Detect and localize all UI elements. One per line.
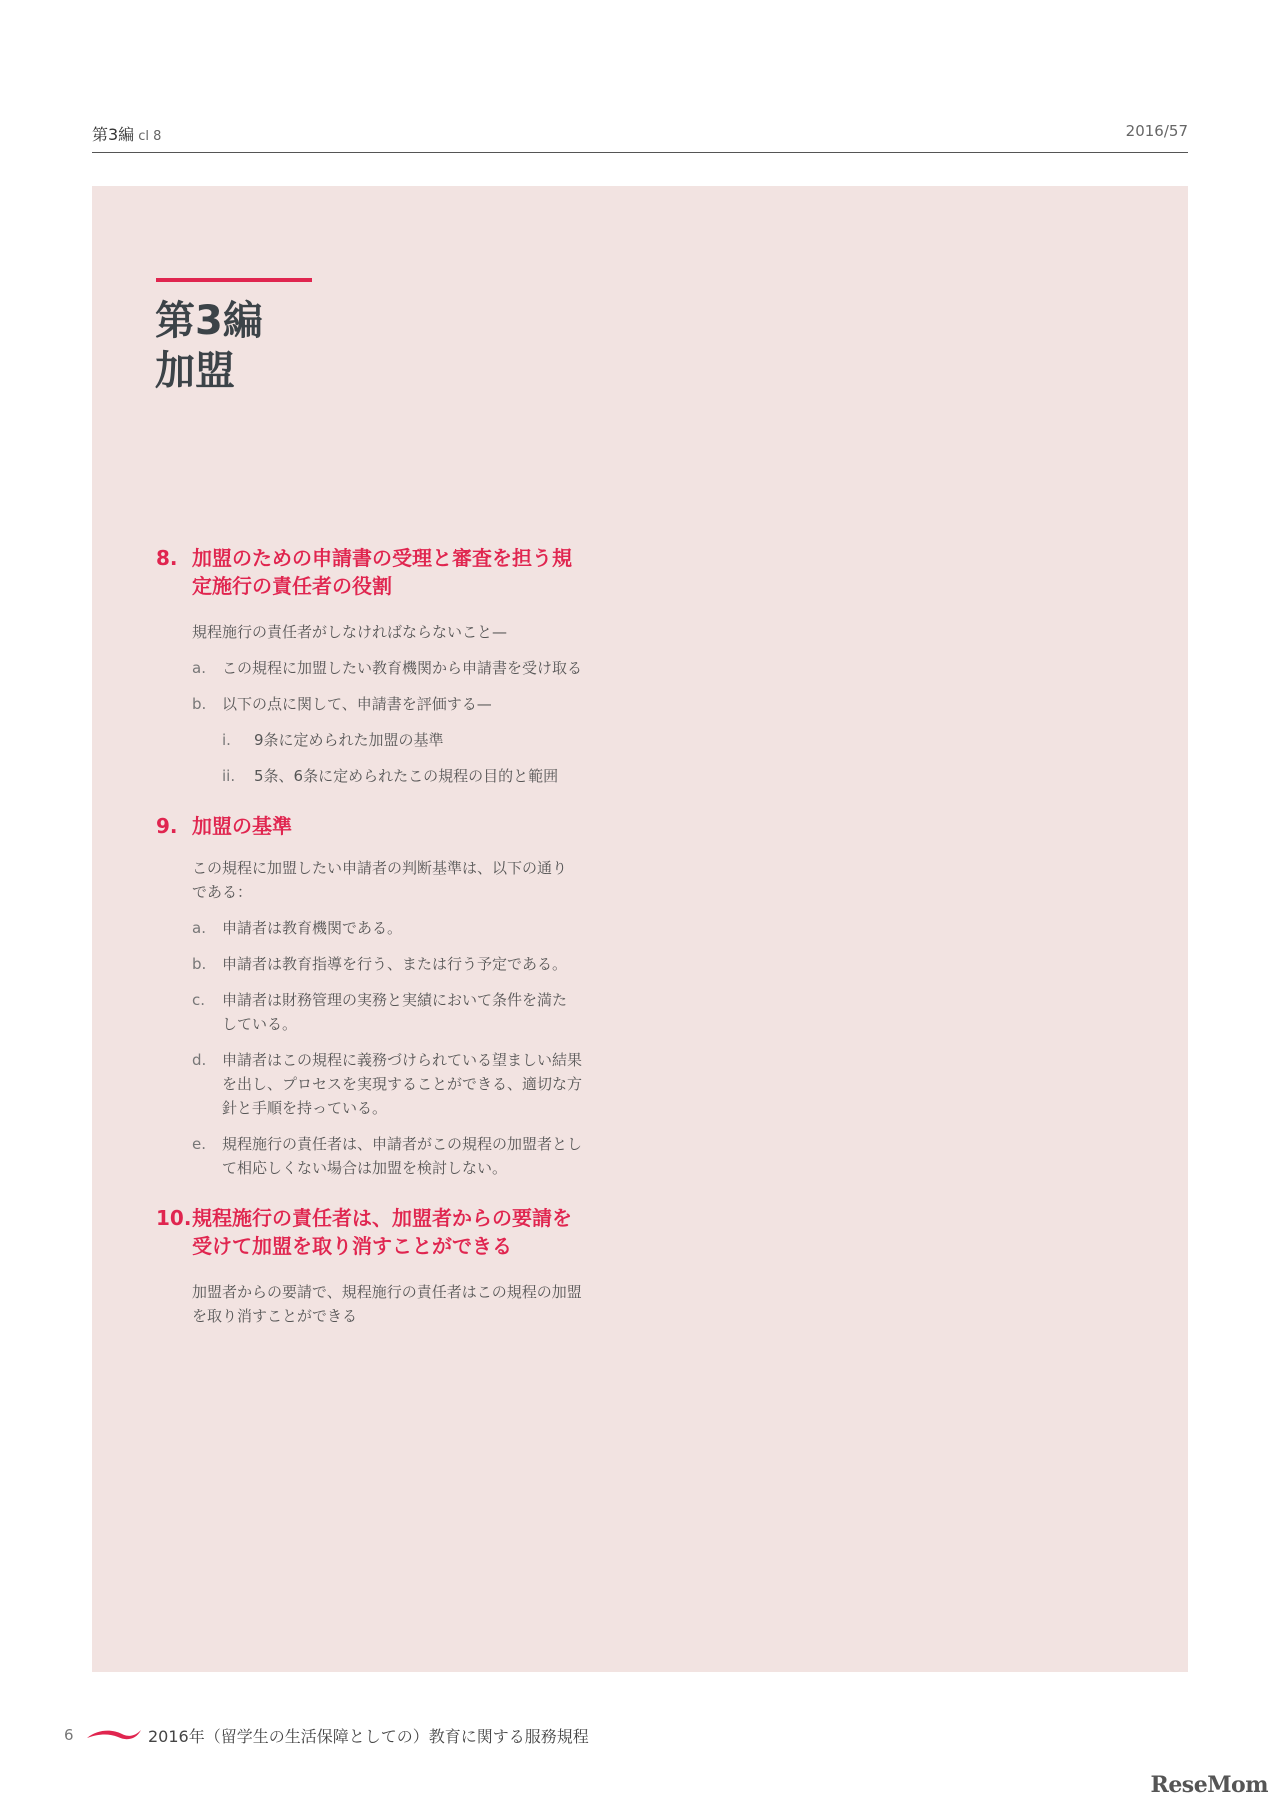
part-title-line2: 加盟	[155, 348, 235, 394]
section-title-line: 定施行の責任者の役割	[192, 574, 392, 598]
document-title: 2016年（留学生の生活保障としての）教育に関する服務規程	[148, 1727, 589, 1746]
section-title-line: 加盟のための申請書の受理と審査を担う規	[192, 546, 572, 570]
list-item	[156, 916, 636, 940]
text-line: である：	[192, 883, 253, 901]
list-text: この規程に加盟したい教育機関から申請書を受け取る	[222, 659, 583, 677]
list-marker: e.	[192, 1135, 206, 1153]
text-line: この規程に加盟したい申請者の判断基準は、以下の通り	[192, 859, 568, 877]
section-heading-10	[156, 1204, 636, 1260]
list-text: 以下の点に関して、申請書を評価する—	[222, 695, 492, 713]
header-clause: cl 8	[138, 129, 162, 144]
list-marker: a.	[192, 919, 206, 937]
text-line: 規程施行の責任者は、申請者がこの規程の加盟者とし	[222, 1135, 583, 1153]
part-title-line1: 第3編	[155, 298, 263, 344]
list-marker: d.	[192, 1051, 207, 1069]
accent-bar	[156, 278, 312, 282]
text-line: 加盟者からの要請で、規程施行の責任者はこの規程の加盟	[192, 1283, 582, 1301]
section-title-line: 受けて加盟を取り消すことができる	[192, 1234, 512, 1258]
section-intro: 規程施行の責任者がしなければならないこと—	[192, 623, 508, 641]
list-text: 5条、6条に定められたこの規程の目的と範囲	[254, 767, 559, 785]
section-heading-8	[156, 544, 636, 600]
list-item	[156, 656, 636, 680]
text-line: 申請者は教育指導を行う、または行う予定である。	[222, 955, 568, 973]
list-marker: b.	[192, 955, 207, 973]
header-part: 第3編	[92, 125, 135, 144]
text-line: している。	[222, 1015, 298, 1033]
resemom-logo: ReseMom	[1150, 1772, 1268, 1798]
list-marker: ii.	[222, 767, 236, 785]
sub-list-item	[156, 728, 636, 752]
section-number: 9.	[156, 814, 178, 838]
header-part-label	[92, 122, 161, 145]
section-number: 10.	[156, 1206, 192, 1230]
text-line: を取り消すことができる	[192, 1307, 358, 1325]
list-item	[156, 952, 636, 976]
sub-list-item	[156, 764, 636, 788]
swoosh-icon	[86, 1726, 142, 1742]
text-line: を出し、プロセスを実現することができる、適切な方	[222, 1075, 583, 1093]
page-header	[92, 122, 1188, 153]
list-marker: a.	[192, 659, 206, 677]
list-marker: i.	[222, 731, 231, 749]
list-item	[156, 692, 636, 716]
text-line: 針と手順を持っている。	[222, 1099, 388, 1117]
section-intro	[192, 856, 636, 904]
part-title	[155, 296, 263, 396]
section-number: 8.	[156, 546, 178, 570]
list-item	[156, 1048, 636, 1120]
text-line: て相応しくない場合は加盟を検討しない。	[222, 1159, 508, 1177]
list-text: 9条に定められた加盟の基準	[254, 731, 444, 749]
text-line: 申請者は教育機関である。	[222, 919, 403, 937]
page-number: 6	[64, 1726, 74, 1744]
list-marker: b.	[192, 695, 207, 713]
list-item	[156, 1132, 636, 1180]
header-year-number: 2016/57	[1125, 122, 1188, 140]
article-content	[156, 544, 636, 1328]
list-item	[156, 988, 636, 1036]
text-line: 申請者はこの規程に義務づけられている望ましい結果	[222, 1051, 583, 1069]
list-marker: c.	[192, 991, 206, 1009]
section-intro	[192, 1280, 636, 1328]
section-title-line: 規程施行の責任者は、加盟者からの要請を	[192, 1206, 572, 1230]
section-heading-9	[156, 812, 636, 840]
text-line: 申請者は財務管理の実務と実績において条件を満た	[222, 991, 568, 1009]
section-title-line: 加盟の基準	[192, 814, 292, 838]
